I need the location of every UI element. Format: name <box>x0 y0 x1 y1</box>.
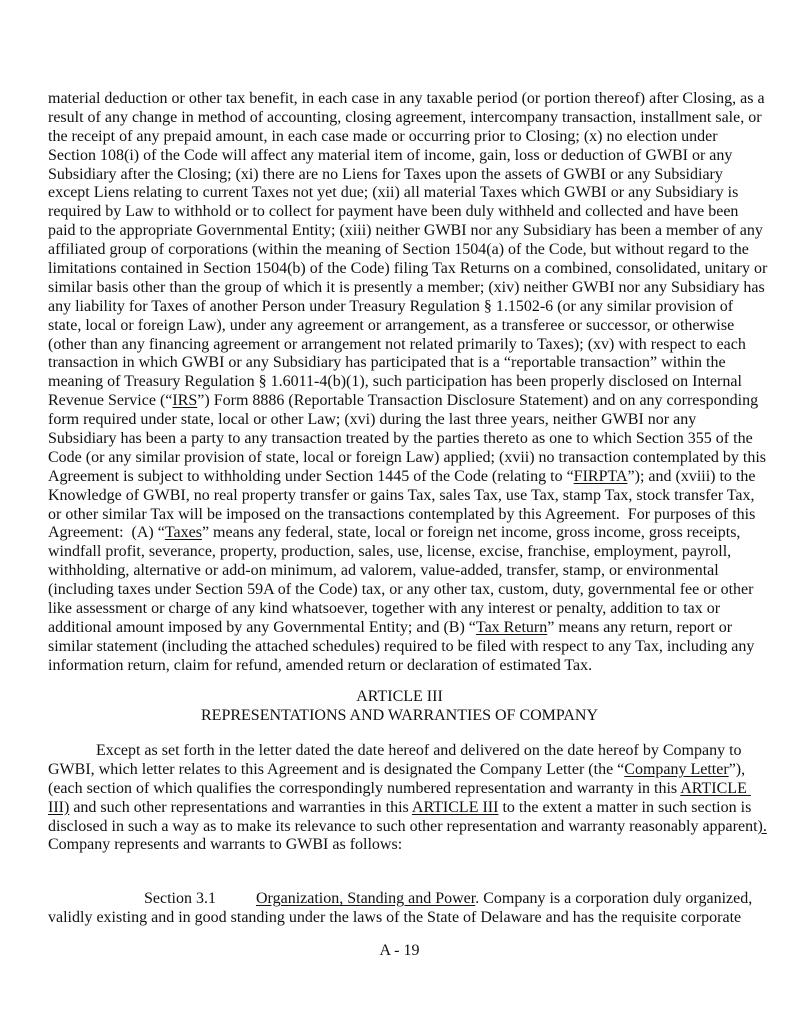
text-line <box>48 742 768 761</box>
text-segment: windfall profit, severance, property, production, sales, use, license, excise, franchise, employment, payroll, <box>48 543 732 561</box>
text-line <box>48 184 768 203</box>
text-line <box>48 373 768 392</box>
defined-term: Taxes <box>164 524 202 542</box>
text-segment: the receipt of any prepaid amount, in each case made or occurring prior to Closing; (x) no election under <box>48 127 718 145</box>
text-segment: affiliated group of corporations (within the meaning of Section 1504(a) of the Code, but without regard to the <box>48 241 749 259</box>
text-segment: (other than any financing agreement or arrangement not related primarily to Taxes); (xv) with respect to each <box>48 335 746 353</box>
text-segment: Section 108(i) of the Code will affect any material item of income, gain, loss or deduction of GWBI or any <box>48 146 733 164</box>
text-line <box>48 90 768 109</box>
text-line <box>48 279 768 298</box>
text-segment: additional amount imposed by any Governmental Entity; and (B) “ <box>48 618 476 636</box>
text-line <box>48 449 768 468</box>
text-line <box>48 354 768 373</box>
article-number: ARTICLE III <box>356 688 443 705</box>
text-line <box>48 799 768 818</box>
text-segment: paid to the appropriate Governmental Entity; (xiii) neither GWBI nor any Subsidiary has been a member of any <box>48 222 763 240</box>
text-line <box>48 638 768 657</box>
text-line <box>48 600 768 619</box>
text-segment: limitations contained in Section 1504(b) of the Code) filing Tax Returns on a combined, consolidated, unitary or <box>48 260 768 278</box>
text-segment: validly existing and in good standing under the laws of the State of Delaware and has the requisite corporate <box>48 908 742 926</box>
text-segment: form required under state, local or other Law; (xvi) during the last three years, neither GWBI nor any <box>48 411 697 429</box>
text-line <box>48 298 768 317</box>
text-segment: or other similar Tax will be imposed on the transactions contemplated by this Agreement. For purposes of this <box>48 505 756 523</box>
text-segment: similar statement (including the attached schedules) required to be filed with respect to any Tax, including any <box>48 637 755 655</box>
text-line <box>48 506 768 525</box>
text-segment: Except as set forth in the letter dated the date hereof and delivered on the date hereof by Company to <box>48 742 742 759</box>
text-line <box>48 487 768 506</box>
defined-term: Organization, Standing and Power <box>256 890 476 907</box>
text-line <box>48 166 768 185</box>
text-segment: disclosed in such a way as to make its relevance to such other representation and warranty reasonably apparent <box>48 817 758 835</box>
text-segment: and such other representations and warranties in this <box>69 798 412 816</box>
text-segment: meaning of Treasury Regulation § 1.6011-4(b)(1), such participation has been properly disclosed on Internal <box>48 373 742 391</box>
text-segment: any liability for Taxes of another Person under Treasury Regulation § 1.1502-6 (or any similar provision of <box>48 297 734 315</box>
text-line <box>48 128 768 147</box>
text-segment: (including taxes under Section 59A of the Code) tax, or any other tax, custom, duty, governmental fee or other <box>48 581 754 599</box>
text-line <box>48 836 768 855</box>
text-segment: Agreement is subject to withholding under Section 1445 of the Code (relating to “ <box>48 467 574 485</box>
text-segment: withholding, alternative or add-on minimum, ad valorem, value-added, transfer, stamp, or environmental <box>48 562 719 580</box>
text-line <box>48 543 768 562</box>
text-line <box>48 818 768 837</box>
text-segment: ”) Form 8886 (Reportable Transaction Disclosure Statement) and on any corresponding <box>197 392 759 410</box>
page-footer <box>0 942 799 961</box>
text-segment: required by Law to withhold or to collect for payment have been duly withheld and collected and have been <box>48 203 739 221</box>
text-segment: Company represents and warrants to GWBI as follows: <box>48 836 403 854</box>
text-line <box>48 619 768 638</box>
defined-term: Tax Return <box>475 618 548 636</box>
text-line <box>48 581 768 600</box>
text-segment: Code (or any similar provision of state, local or foreign Law) applied; (xvii) no transaction contemplated by this <box>48 448 767 466</box>
defined-term: ARTICLE <box>680 779 751 797</box>
text-segment: like assessment or charge of any kind whatsoever, together with any interest or penalty, addition to tax or <box>48 600 721 618</box>
text-line <box>48 780 768 799</box>
tax-representations-paragraph <box>48 90 768 676</box>
text-segment: result of any change in method of accounting, closing agreement, intercompany transaction, installment sale, or <box>48 108 762 126</box>
page-number: A - 19 <box>379 942 420 959</box>
text-segment: . Company is a corporation duly organized, <box>475 890 753 907</box>
text-segment: similar basis other than the group of which it is presently a member; (xiv) neither GWBI nor any Subsidiary has <box>48 278 765 296</box>
text-segment: Section 3.1 <box>48 890 256 907</box>
text-segment: information return, claim for refund, amended return or declaration of estimated Tax. <box>48 656 593 674</box>
text-line <box>48 241 768 260</box>
text-segment: transaction in which GWBI or any Subsidiary has participated that is a “reportable transaction” within the <box>48 354 726 372</box>
text-segment: Subsidiary has been a party to any transaction treated by the parties thereto as one to which Section 355 of the <box>48 430 753 448</box>
section-3-1-paragraph <box>48 890 768 928</box>
text-line <box>48 109 768 128</box>
text-line <box>48 392 768 411</box>
defined-term: ARTICLE III <box>411 798 499 816</box>
text-line <box>48 260 768 279</box>
text-segment: Knowledge of GWBI, no real property transfer or gains Tax, sales Tax, use Tax, stamp Tax, stock transfer Tax, <box>48 486 755 504</box>
text-line <box>48 524 768 543</box>
article-intro-paragraph <box>48 742 768 855</box>
text-segment: material deduction or other tax benefit, in each case in any taxable period (or portion thereof) after Closing, as a <box>48 90 765 107</box>
text-segment: Agreement: (A) “ <box>48 524 165 542</box>
text-line <box>48 147 768 166</box>
text-segment: to the extent a matter in such section is <box>498 798 752 816</box>
text-segment: Subsidiary after the Closing; (xi) there are no Liens for Taxes upon the assets of GWBI or any Subsidiary <box>48 165 723 183</box>
defined-term: Company Letter <box>624 760 729 778</box>
defined-term: IRS <box>172 392 198 410</box>
text-line <box>48 411 768 430</box>
text-line <box>48 890 768 909</box>
text-segment: ” means any return, report or <box>547 618 733 636</box>
article-title: REPRESENTATIONS AND WARRANTIES OF COMPANY <box>201 706 598 724</box>
text-line <box>48 657 768 676</box>
text-line <box>48 468 768 487</box>
text-segment: ” means any federal, state, local or foreign net income, gross income, gross receipts, <box>201 524 741 542</box>
text-segment: (each section of which qualifies the correspondingly numbered representation and warranty in this <box>48 779 681 797</box>
text-segment: state, local or foreign Law), under any agreement or arrangement, as a transferee or successor, or otherwise <box>48 316 735 334</box>
text-line <box>48 222 768 241</box>
text-segment: ”); and (xviii) to the <box>627 467 756 485</box>
defined-term: III) <box>48 798 70 816</box>
text-segment: ”), <box>728 760 746 778</box>
text-segment: Revenue Service (“ <box>48 392 173 410</box>
text-line <box>48 430 768 449</box>
text-line <box>48 562 768 581</box>
defined-term: FIRPTA <box>573 467 628 485</box>
text-line <box>48 761 768 780</box>
text-line <box>48 203 768 222</box>
text-line <box>48 317 768 336</box>
text-segment: except Liens relating to current Taxes not yet due; (xii) all material Taxes which GWBI or any Subsidiary is <box>48 184 739 202</box>
text-segment: GWBI, which letter relates to this Agreement and is designated the Company Letter (the “ <box>48 760 625 778</box>
text-line <box>48 909 768 928</box>
defined-term: ). <box>757 817 767 835</box>
text-line <box>48 336 768 355</box>
article-heading <box>0 688 799 726</box>
